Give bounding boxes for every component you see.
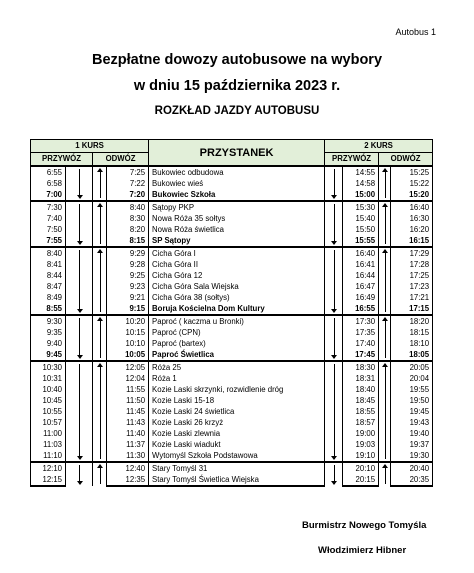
kurs1-przywoz-time: 7:40 [31, 213, 66, 224]
kurs2-odwoz-time: 18:20 [391, 315, 433, 327]
stop-name: Paproć (CPN) [149, 327, 325, 338]
kurs1-odwoz-header: ODWÓZ [93, 153, 149, 167]
schedule-row [31, 315, 433, 327]
kurs1-odwoz-time: 11:45 [107, 406, 149, 417]
arrow-down-icon [79, 169, 80, 198]
kurs2-odwoz-arrow [379, 462, 391, 486]
kurs1-odwoz-time: 10:10 [107, 338, 149, 349]
kurs2-przywoz-time: 18:31 [343, 373, 379, 384]
stop-name: Cicha Góra 12 [149, 270, 325, 281]
kurs2-odwoz-time: 16:40 [391, 201, 433, 213]
arrow-down-icon [334, 204, 335, 244]
kurs2-odwoz-time: 15:22 [391, 178, 433, 189]
arrow-up-icon [385, 169, 386, 198]
kurs1-odwoz-arrow [93, 247, 107, 315]
stop-name: Sątopy PKP [149, 201, 325, 213]
kurs2-przywoz-time: 18:57 [343, 417, 379, 428]
signature-title: Burmistrz Nowego Tomyśla [302, 520, 427, 531]
kurs1-przywoz-time: 9:45 [31, 349, 66, 361]
kurs2-odwoz-time: 19:43 [391, 417, 433, 428]
kurs2-przywoz-time: 19:03 [343, 439, 379, 450]
kurs1-przywoz-arrow [66, 462, 93, 486]
kurs1-odwoz-time: 11:50 [107, 395, 149, 406]
kurs1-przywoz-time: 8:47 [31, 281, 66, 292]
kurs2-odwoz-time: 19:50 [391, 395, 433, 406]
kurs1-przywoz-time: 6:58 [31, 178, 66, 189]
kurs1-odwoz-time: 9:29 [107, 247, 149, 259]
document-title-line2: w dniu 15 października 2023 r. [133, 78, 341, 94]
stop-name: Kozie Laski 24 świetlica [149, 406, 325, 417]
schedule-row [31, 247, 433, 259]
arrow-down-icon [79, 250, 80, 312]
stop-name: Kozie Laski skrzynki, rozwidlenie dróg [149, 384, 325, 395]
kurs1-odwoz-time: 11:40 [107, 428, 149, 439]
kurs1-odwoz-time: 12:40 [107, 462, 149, 474]
kurs2-odwoz-time: 20:35 [391, 474, 433, 486]
kurs2-odwoz-time: 19:55 [391, 384, 433, 395]
kurs2-odwoz-time: 19:37 [391, 439, 433, 450]
kurs1-przywoz-time: 7:55 [31, 235, 66, 247]
kurs2-przywoz-time: 14:55 [343, 166, 379, 178]
kurs2-przywoz-time: 15:00 [343, 189, 379, 201]
kurs2-odwoz-time: 16:15 [391, 235, 433, 247]
kurs2-odwoz-time: 17:23 [391, 281, 433, 292]
stop-name: Róża 25 [149, 361, 325, 373]
arrow-up-icon [100, 364, 101, 459]
kurs1-odwoz-time: 11:30 [107, 450, 149, 462]
kurs1-odwoz-time: 9:28 [107, 259, 149, 270]
kurs1-przywoz-time: 9:35 [31, 327, 66, 338]
kurs2-przywoz-time: 17:30 [343, 315, 379, 327]
arrow-up-icon [385, 318, 386, 358]
kurs2-przywoz-arrow [325, 201, 343, 247]
kurs1-przywoz-time: 11:03 [31, 439, 66, 450]
stop-name: Kozie Laski wiadukt [149, 439, 325, 450]
schedule-row [31, 166, 433, 178]
kurs1-odwoz-arrow [93, 166, 107, 201]
kurs1-przywoz-time: 10:30 [31, 361, 66, 373]
kurs2-przywoz-time: 19:10 [343, 450, 379, 462]
arrow-up-icon [385, 364, 386, 459]
kurs2-odwoz-time: 17:28 [391, 259, 433, 270]
kurs1-odwoz-time: 10:15 [107, 327, 149, 338]
kurs1-przywoz-time: 8:55 [31, 303, 66, 315]
stop-name: SP Sątopy [149, 235, 325, 247]
kurs2-odwoz-time: 17:21 [391, 292, 433, 303]
kurs2-odwoz-time: 20:04 [391, 373, 433, 384]
arrow-down-icon [334, 318, 335, 358]
kurs1-odwoz-time: 7:22 [107, 178, 149, 189]
kurs1-odwoz-time: 12:04 [107, 373, 149, 384]
kurs1-odwoz-time: 11:43 [107, 417, 149, 428]
kurs1-przywoz-time: 8:44 [31, 270, 66, 281]
kurs1-przywoz-time: 7:30 [31, 201, 66, 213]
kurs2-przywoz-time: 16:44 [343, 270, 379, 281]
kurs2-przywoz-time: 15:30 [343, 201, 379, 213]
kurs1-odwoz-time: 8:20 [107, 224, 149, 235]
kurs1-odwoz-time: 9:21 [107, 292, 149, 303]
kurs1-przywoz-time: 10:45 [31, 395, 66, 406]
kurs2-przywoz-time: 20:10 [343, 462, 379, 474]
kurs2-odwoz-arrow [379, 315, 391, 361]
kurs2-przywoz-time: 18:40 [343, 384, 379, 395]
kurs2-odwoz-time: 20:05 [391, 361, 433, 373]
kurs2-odwoz-time: 20:40 [391, 462, 433, 474]
kurs2-przywoz-time: 17:40 [343, 338, 379, 349]
bus-schedule-table [30, 139, 433, 487]
arrow-down-icon [79, 364, 80, 459]
kurs1-przywoz-time: 7:50 [31, 224, 66, 235]
kurs1-przywoz-time: 11:10 [31, 450, 66, 462]
kurs2-przywoz-time: 15:55 [343, 235, 379, 247]
kurs2-przywoz-time: 17:45 [343, 349, 379, 361]
stop-name: Paproć Świetlica [149, 349, 325, 361]
stop-name: Kozie Laski zlewnia [149, 428, 325, 439]
kurs1-przywoz-time: 9:40 [31, 338, 66, 349]
kurs2-odwoz-arrow [379, 201, 391, 247]
document-subtitle: ROZKŁAD JAZDY AUTOBUSU [154, 105, 320, 117]
kurs1-przywoz-time: 12:10 [31, 462, 66, 474]
kurs2-odwoz-time: 19:30 [391, 450, 433, 462]
stop-name: Paproć ( kaczma u Bronki) [149, 315, 325, 327]
kurs2-przywoz-time: 15:50 [343, 224, 379, 235]
arrow-up-icon [100, 318, 101, 358]
kurs1-przywoz-time: 6:55 [31, 166, 66, 178]
schedule-row [31, 462, 433, 474]
arrow-up-icon [100, 250, 101, 312]
document-title-line1: Bezpłatne dowozy autobusowe na wybory [91, 52, 383, 68]
kurs1-przywoz-time: 10:57 [31, 417, 66, 428]
stop-name: Cicha Góra II [149, 259, 325, 270]
stop-name: Cicha Góra I [149, 247, 325, 259]
kurs1-odwoz-arrow [93, 361, 107, 462]
arrow-down-icon [334, 169, 335, 198]
kurs1-przywoz-arrow [66, 315, 93, 361]
kurs1-przywoz-arrow [66, 166, 93, 201]
kurs2-odwoz-header: ODWÓZ [379, 153, 433, 167]
kurs1-odwoz-time: 8:40 [107, 201, 149, 213]
stop-name: Nowa Róża świetlica [149, 224, 325, 235]
stop-name: Stary Tomyśl 31 [149, 462, 325, 474]
kurs2-header: 2 KURS [325, 140, 433, 153]
kurs2-odwoz-time: 18:10 [391, 338, 433, 349]
kurs2-przywoz-time: 16:55 [343, 303, 379, 315]
kurs2-przywoz-time: 17:35 [343, 327, 379, 338]
stop-name: Bukowiec Szkoła [149, 189, 325, 201]
kurs2-przywoz-arrow [325, 166, 343, 201]
kurs2-przywoz-time: 19:00 [343, 428, 379, 439]
kurs1-odwoz-time: 10:05 [107, 349, 149, 361]
kurs2-odwoz-arrow [379, 166, 391, 201]
arrow-down-icon [79, 318, 80, 358]
kurs1-header: 1 KURS [31, 140, 149, 153]
kurs1-przywoz-arrow [66, 361, 93, 462]
kurs1-przywoz-time: 10:40 [31, 384, 66, 395]
arrow-up-icon [100, 169, 101, 198]
signature-name: Włodzimierz Hibner [318, 545, 407, 556]
arrow-up-icon [385, 250, 386, 312]
schedule-row [31, 201, 433, 213]
kurs1-odwoz-time: 7:20 [107, 189, 149, 201]
stop-name: Nowa Róża 35 sołtys [149, 213, 325, 224]
kurs1-odwoz-time: 9:23 [107, 281, 149, 292]
kurs2-odwoz-time: 15:25 [391, 166, 433, 178]
kurs1-przywoz-time: 7:00 [31, 189, 66, 201]
kurs1-odwoz-time: 11:37 [107, 439, 149, 450]
kurs1-przywoz-arrow [66, 247, 93, 315]
kurs2-odwoz-time: 18:15 [391, 327, 433, 338]
kurs2-przywoz-time: 18:30 [343, 361, 379, 373]
kurs1-odwoz-arrow [93, 315, 107, 361]
kurs2-przywoz-arrow [325, 315, 343, 361]
stop-name: Kozie Laski 15-18 [149, 395, 325, 406]
kurs1-przywoz-time: 11:00 [31, 428, 66, 439]
kurs2-przywoz-arrow [325, 462, 343, 486]
kurs1-odwoz-time: 12:35 [107, 474, 149, 486]
schedule-row [31, 361, 433, 373]
stop-name: Paproć (bartex) [149, 338, 325, 349]
stop-name: Bukowiec wieś [149, 178, 325, 189]
kurs2-przywoz-arrow [325, 361, 343, 462]
bus-number-tag: Autobus 1 [395, 27, 436, 37]
kurs2-odwoz-time: 19:40 [391, 428, 433, 439]
kurs1-przywoz-time: 8:40 [31, 247, 66, 259]
stop-name: Stary Tomyśl Świetlica Wiejska [149, 474, 325, 486]
kurs1-przywoz-header: PRZYWÓZ [31, 153, 93, 167]
arrow-up-icon [100, 465, 101, 484]
kurs1-przywoz-time: 12:15 [31, 474, 66, 486]
kurs1-odwoz-time: 8:30 [107, 213, 149, 224]
kurs2-odwoz-time: 17:25 [391, 270, 433, 281]
kurs1-odwoz-time: 10:20 [107, 315, 149, 327]
kurs2-przywoz-time: 20:15 [343, 474, 379, 486]
arrow-up-icon [385, 204, 386, 244]
kurs1-odwoz-time: 12:05 [107, 361, 149, 373]
kurs1-przywoz-time: 8:49 [31, 292, 66, 303]
stop-name: Kozie Laski 26 krzyż [149, 417, 325, 428]
przystanek-header: PRZYSTANEK [149, 140, 325, 167]
arrow-up-icon [100, 204, 101, 244]
kurs1-odwoz-arrow [93, 201, 107, 247]
kurs2-odwoz-time: 17:29 [391, 247, 433, 259]
kurs2-przywoz-arrow [325, 247, 343, 315]
kurs1-przywoz-arrow [66, 201, 93, 247]
stop-name: Róża 1 [149, 373, 325, 384]
kurs2-przywoz-time: 16:49 [343, 292, 379, 303]
arrow-up-icon [385, 465, 386, 484]
kurs1-przywoz-time: 8:41 [31, 259, 66, 270]
kurs1-przywoz-time: 9:30 [31, 315, 66, 327]
kurs2-odwoz-arrow [379, 247, 391, 315]
kurs2-przywoz-time: 18:45 [343, 395, 379, 406]
kurs1-odwoz-time: 9:15 [107, 303, 149, 315]
stop-name: Cicha Góra Sala Wiejska [149, 281, 325, 292]
kurs2-odwoz-time: 17:15 [391, 303, 433, 315]
kurs1-odwoz-time: 8:15 [107, 235, 149, 247]
kurs2-odwoz-time: 18:05 [391, 349, 433, 361]
kurs1-odwoz-time: 7:25 [107, 166, 149, 178]
kurs2-przywoz-time: 16:47 [343, 281, 379, 292]
stop-name: Bukowiec odbudowa [149, 166, 325, 178]
kurs2-odwoz-time: 19:45 [391, 406, 433, 417]
kurs2-przywoz-time: 16:40 [343, 247, 379, 259]
stop-name: Cicha Góra 38 (sołtys) [149, 292, 325, 303]
kurs1-odwoz-arrow [93, 462, 107, 486]
stop-name: Boruja Kościelna Dom Kultury [149, 303, 325, 315]
kurs1-przywoz-time: 10:31 [31, 373, 66, 384]
arrow-down-icon [79, 465, 80, 484]
arrow-down-icon [334, 465, 335, 484]
kurs2-odwoz-time: 16:30 [391, 213, 433, 224]
arrow-down-icon [79, 204, 80, 244]
stop-name: Wytomyśl Szkoła Podstawowa [149, 450, 325, 462]
kurs2-odwoz-time: 15:20 [391, 189, 433, 201]
kurs1-odwoz-time: 11:55 [107, 384, 149, 395]
schedule-header-row [31, 140, 433, 153]
kurs2-przywoz-time: 14:58 [343, 178, 379, 189]
kurs1-odwoz-time: 9:25 [107, 270, 149, 281]
kurs2-odwoz-time: 16:20 [391, 224, 433, 235]
kurs2-odwoz-arrow [379, 361, 391, 462]
kurs1-przywoz-time: 10:55 [31, 406, 66, 417]
arrow-down-icon [334, 364, 335, 459]
kurs2-przywoz-time: 15:40 [343, 213, 379, 224]
arrow-down-icon [334, 250, 335, 312]
kurs2-przywoz-time: 16:41 [343, 259, 379, 270]
kurs2-przywoz-time: 18:55 [343, 406, 379, 417]
kurs2-przywoz-header: PRZYWÓZ [325, 153, 379, 167]
